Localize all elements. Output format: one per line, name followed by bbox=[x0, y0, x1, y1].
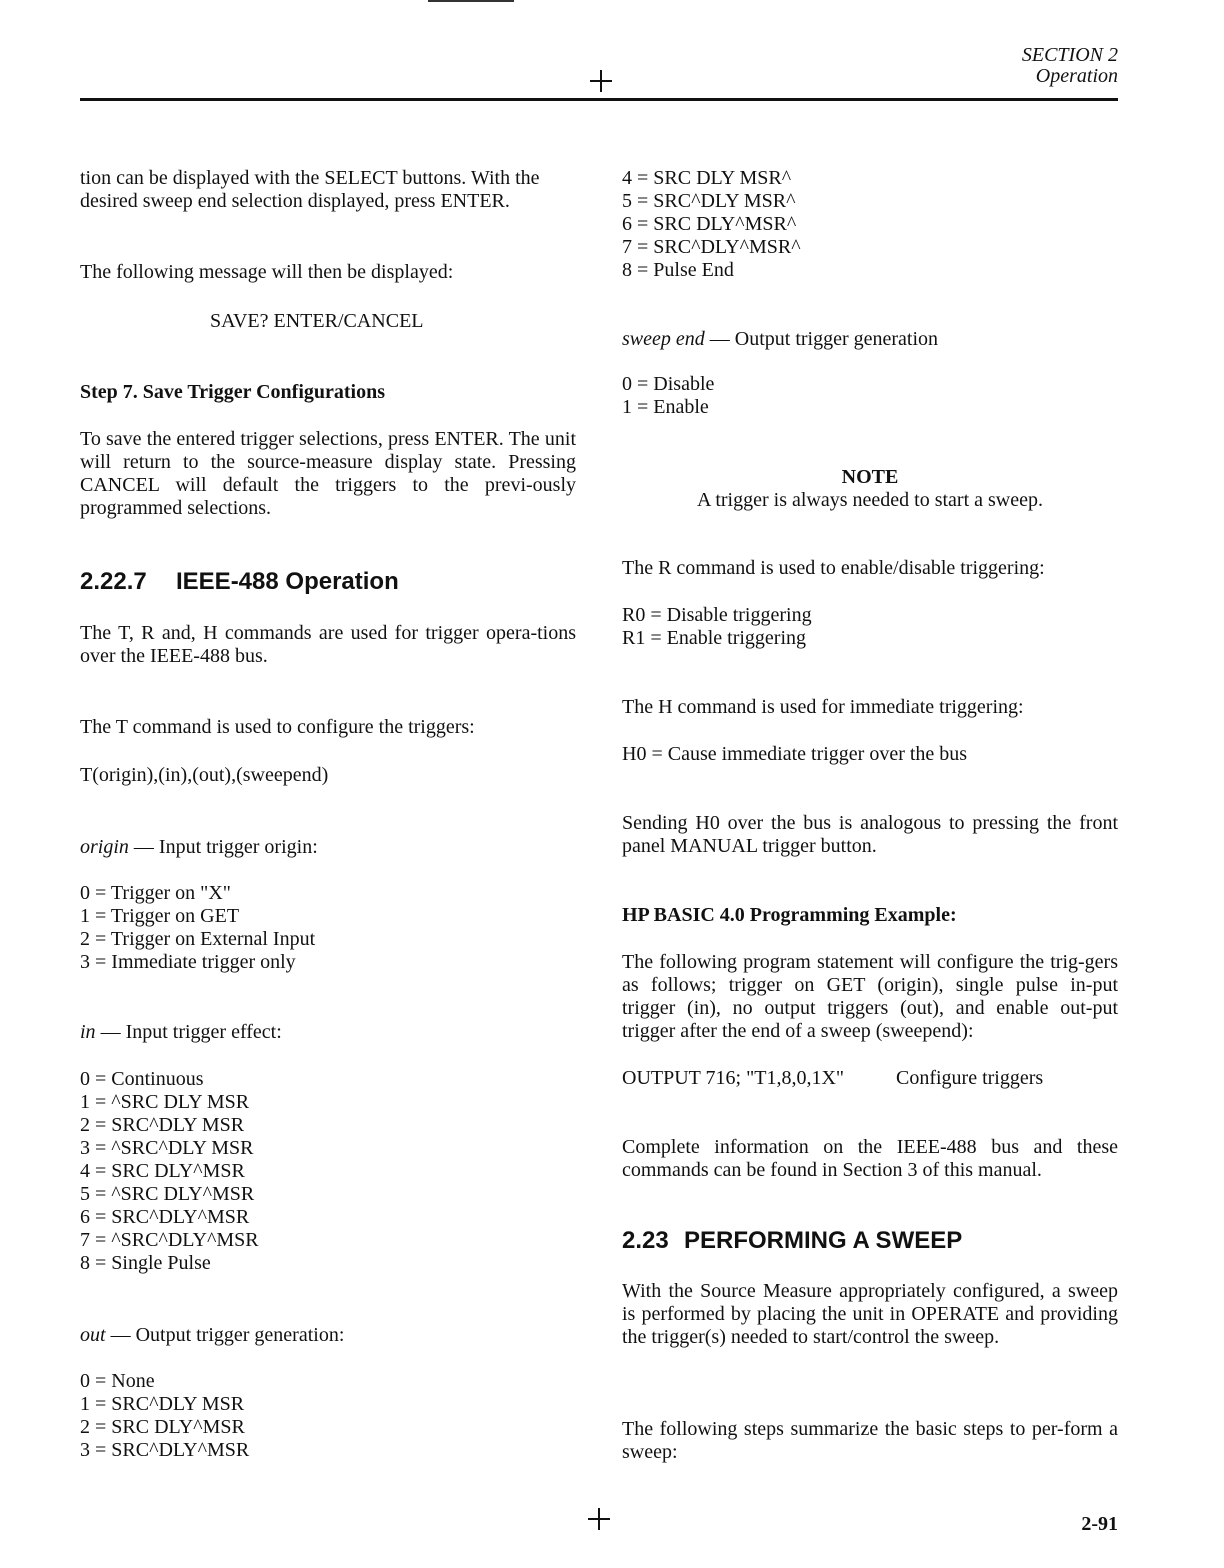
h-command-text: The H command is used for immediate triggering: bbox=[622, 696, 1024, 718]
registration-cross-bottom bbox=[588, 1508, 610, 1530]
in-item: 4 = SRC DLY^MSR bbox=[80, 1160, 245, 1182]
t-command-text: The T command is used to configure the triggers: bbox=[80, 716, 475, 738]
sweep-end-item: 0 = Disable bbox=[622, 373, 715, 395]
section-subtitle: Operation bbox=[1035, 65, 1118, 87]
r-item: R0 = Disable triggering bbox=[622, 604, 812, 626]
out-heading bbox=[80, 1324, 344, 1347]
intro-line-1: tion can be displayed with the SELECT buttons. With the bbox=[80, 167, 540, 189]
page-number: 2-91 bbox=[1081, 1513, 1118, 1535]
hp-basic-title: HP BASIC 4.0 Programming Example: bbox=[622, 904, 957, 926]
out-item: 4 = SRC DLY MSR^ bbox=[622, 167, 792, 189]
note-title: NOTE bbox=[841, 466, 899, 488]
intro-line-2: desired sweep end selection displayed, press ENTER. bbox=[80, 190, 510, 212]
out-item: 2 = SRC DLY^MSR bbox=[80, 1416, 245, 1438]
out-item: 8 = Pulse End bbox=[622, 259, 734, 281]
save-prompt: SAVE? ENTER/CANCEL bbox=[210, 310, 424, 332]
out-item: 6 = SRC DLY^MSR^ bbox=[622, 213, 797, 235]
in-desc: — Input trigger effect: bbox=[95, 1021, 282, 1043]
h0-text: Sending H0 over the bus is analogous to pressing the front panel MANUAL trigger button. bbox=[622, 812, 1118, 857]
section-223-title: PERFORMING A SWEEP bbox=[684, 1227, 963, 1254]
step7-title: Step 7. Save Trigger Configurations bbox=[80, 381, 386, 403]
in-item: 1 = ^SRC DLY MSR bbox=[80, 1091, 250, 1113]
section-title: IEEE-488 Operation bbox=[176, 568, 399, 595]
section-label: SECTION 2 bbox=[1021, 44, 1118, 66]
in-item: 8 = Single Pulse bbox=[80, 1252, 211, 1274]
in-item: 2 = SRC^DLY MSR bbox=[80, 1114, 245, 1136]
header-rule bbox=[80, 98, 1118, 101]
origin-term: origin bbox=[80, 836, 129, 858]
t-syntax: T(origin),(in),(out),(sweepend) bbox=[80, 764, 329, 786]
in-item: 0 = Continuous bbox=[80, 1068, 204, 1090]
r-command-text: The R command is used to enable/disable triggering: bbox=[622, 557, 1045, 579]
out-term: out bbox=[80, 1324, 106, 1346]
sweep-end-desc: — Output trigger generation bbox=[704, 328, 939, 350]
sweep-end-term: sweep end bbox=[622, 328, 705, 350]
origin-item: 3 = Immediate trigger only bbox=[80, 951, 296, 973]
origin-item: 1 = Trigger on GET bbox=[80, 905, 240, 927]
code-statement: OUTPUT 716; "T1,8,0,1X" bbox=[622, 1067, 845, 1089]
following-message: The following message will then be displayed: bbox=[80, 261, 454, 283]
note-block bbox=[622, 466, 1118, 512]
sweep-text: With the Source Measure appropriately configured, a sweep is performed by placing the unit in OPERATE and providing the trigger(s) needed to start/control the sweep. bbox=[622, 1280, 1118, 1348]
steps-text: The following steps summarize the basic steps to per-form a sweep: bbox=[622, 1418, 1118, 1463]
origin-heading bbox=[80, 836, 318, 859]
origin-desc: — Input trigger origin: bbox=[128, 836, 318, 858]
out-item: 5 = SRC^DLY MSR^ bbox=[622, 190, 796, 212]
in-item: 3 = ^SRC^DLY MSR bbox=[80, 1137, 254, 1159]
scan-mark bbox=[428, 0, 514, 2]
registration-cross-top bbox=[590, 70, 612, 92]
hp-basic-text: The following program statement will configure the trig-gers as follows; trigger on GET (origin), single pulse in-put trigger (in), no output triggers (out), and enable out-put trigger after the end of a sweep (sweepend): bbox=[622, 951, 1118, 1042]
out-item: 3 = SRC^DLY^MSR bbox=[80, 1439, 250, 1461]
h-item: H0 = Cause immediate trigger over the bus bbox=[622, 743, 968, 765]
in-heading bbox=[80, 1021, 282, 1044]
out-item: 0 = None bbox=[80, 1370, 155, 1392]
in-item: 7 = ^SRC^DLY^MSR bbox=[80, 1229, 259, 1251]
code-comment: Configure triggers bbox=[896, 1067, 1044, 1089]
out-desc: — Output trigger generation: bbox=[105, 1324, 345, 1346]
in-item: 5 = ^SRC DLY^MSR bbox=[80, 1183, 255, 1205]
origin-item: 2 = Trigger on External Input bbox=[80, 928, 316, 950]
step7-text: To save the entered trigger selections, press ENTER. The unit will return to the source-measure display state. Pressing CANCEL will default the triggers to the previ-ously programmed selections. bbox=[80, 428, 576, 519]
out-item: 7 = SRC^DLY^MSR^ bbox=[622, 236, 801, 258]
sweep-end-heading bbox=[622, 328, 938, 351]
ieee-intro: The T, R and, H commands are used for trigger opera-tions over the IEEE-488 bus. bbox=[80, 622, 576, 667]
section-number: 2.22.7 bbox=[80, 568, 147, 595]
sweep-end-item: 1 = Enable bbox=[622, 396, 709, 418]
in-term: in bbox=[80, 1021, 96, 1043]
origin-item: 0 = Trigger on "X" bbox=[80, 882, 231, 904]
in-item: 6 = SRC^DLY^MSR bbox=[80, 1206, 250, 1228]
out-item: 1 = SRC^DLY MSR bbox=[80, 1393, 245, 1415]
section-223-number: 2.23 bbox=[622, 1227, 669, 1254]
complete-info-text: Complete information on the IEEE-488 bus and these commands can be found in Section 3 of this manual. bbox=[622, 1136, 1118, 1181]
r-item: R1 = Enable triggering bbox=[622, 627, 807, 649]
note-text: A trigger is always needed to start a sweep. bbox=[696, 489, 1043, 511]
